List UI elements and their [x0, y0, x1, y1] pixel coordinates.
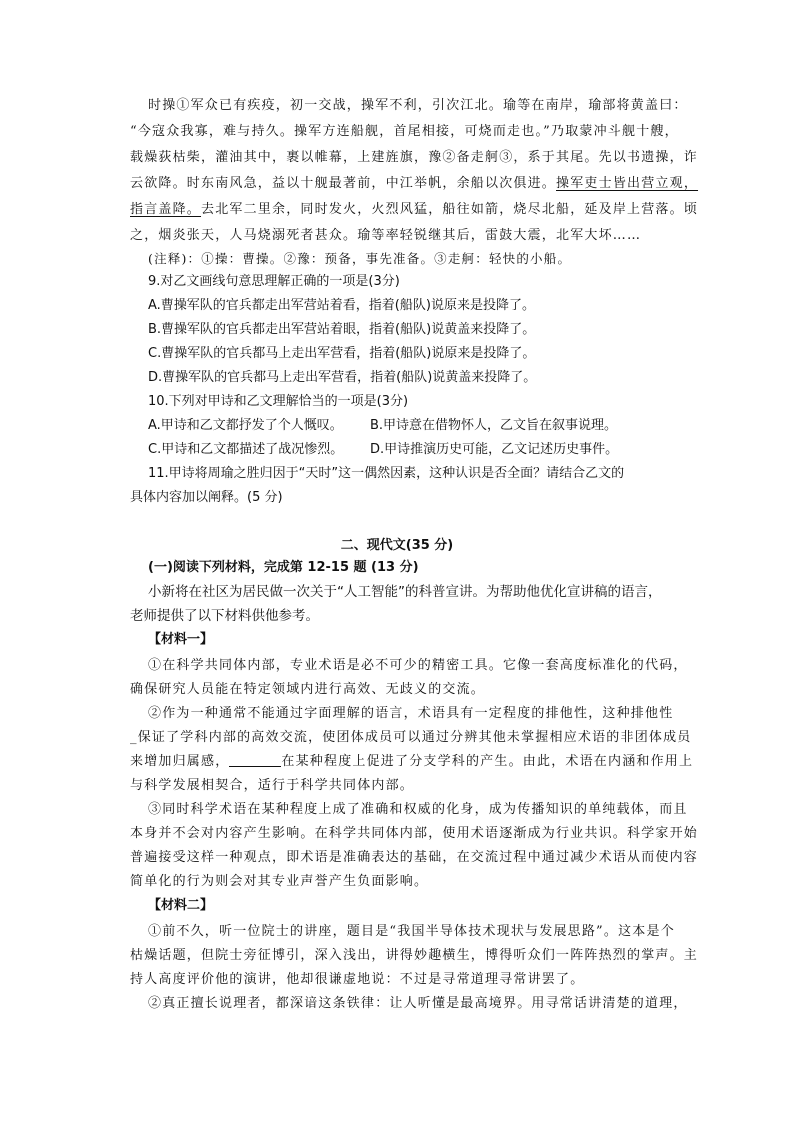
q11-line-2: 具体内容加以阐释。(5 分)	[130, 490, 283, 505]
material-1-p1-line-2: 确保研究人员能在特定领域内进行高效、无歧义的交流。	[130, 682, 486, 697]
section-title: 二、现代文(35 分)	[340, 538, 454, 553]
classical-notes: (注释)：①操：曹操。②豫：预备，事先准备。③走舸：轻快的小船。	[148, 251, 572, 266]
material-1-p2-line-2: _保证了学科内部的高效交流，使团体成员可以通过分辨其他未掌握相应术语的非团体成员	[130, 730, 692, 745]
material-1-p3-line-3: 普遍接受这样一种观点，即术语是准确表达的基础，在交流过程中通过减少术语从而使内容	[130, 850, 699, 865]
intro-line-1: 小新将在社区为居民做一次关于“人工智能”的科普宣讲。为帮助他优化宣讲稿的语言，	[148, 584, 662, 600]
material-2-p2-line-1: ②真正擅长说理者，都深谙这条铁律：让人听懂是最高境界。用寻常话讲清楚的道理，	[148, 996, 688, 1011]
q9-stem: 9.对乙文画线句意思理解正确的一项是(3分)	[148, 274, 400, 289]
material-2-header: 【材料二】	[148, 898, 214, 913]
underlined-sentence-part-1: 操军吏士皆出营立观，	[556, 176, 699, 191]
material-1-p3-line-2: 本身并不会对内容产生影响。在科学共同体内部，使用术语逐渐成为行业共识。科学家开始	[130, 826, 699, 841]
q10-option-c: C.甲诗和乙文都描述了战况惨烈。	[148, 442, 344, 457]
material-1-p2-line-3	[130, 752, 693, 772]
material-1-p2-line-3a: 来增加归属感，	[130, 754, 230, 769]
q9-option-a: A.曹操军队的官兵都走出军营站着看，指着(船队)说原来是投降了。	[148, 298, 535, 313]
material-1-p2-line-3b: 在某种程度上促进了分支学科的产生。由此，术语在内涵和作用上	[281, 754, 694, 769]
q9-option-b: B.曹操军队的官兵都走出军营站着眼，指着(船队)说黄盖来投降了。	[148, 322, 536, 337]
classical-line-1: 时操①军众已有疾疫，初一交战，操军不利，引次江北。瑜等在南岸，瑜部将黄盖曰：	[148, 98, 688, 113]
material-1-p3-line-4: 简单化的行为则会对其专业声誉产生负面影响。	[130, 874, 429, 889]
q11-line-1: 11.甲诗将周瑜之胜归因于“天时”这一偶然因素，这种认识是否全面？请结合乙文的	[148, 466, 625, 481]
material-1-p2-line-4: 与科学发展相契合，适行于科学共同体内部。	[130, 778, 415, 793]
classical-line-3: 载燥荻枯柴，灌油其中，裹以帷幕，上建旌旗，豫②备走舸③，系于其尾。先以书遗操，诈	[130, 150, 699, 165]
q10-option-d: D.甲诗推演历史可能，乙文记述历史事件。	[370, 442, 619, 457]
q9-option-d: D.曹操军队的官兵都马上走出军营看，指着(船队)说黄盖来投降了。	[148, 370, 537, 385]
classical-line-6: 之，烟炎张天，人马烧溺死者甚众。瑜等率轻锐继其后，雷鼓大震，北军大坏……	[130, 228, 642, 243]
classical-line-2: “今寇众我寡，难与持久。操军方连船舰，首尾相接，可烧而走也。”乃取蒙冲斗舰十艘，	[130, 124, 679, 139]
material-2-p1-line-2: 枯燥话题，但院士旁征博引，深入浅出，讲得妙趣横生，博得听众们一阵阵热烈的掌声。主	[130, 948, 699, 963]
classical-line-5	[130, 200, 698, 220]
material-1-header: 【材料一】	[148, 632, 214, 647]
material-1-p3-line-1: ③同时科学术语在某种程度上成了准确和权威的化身，成为传播知识的单纯载体，而且	[148, 802, 688, 817]
q10-stem: 10.下列对甲诗和乙文理解恰当的一项是(3分)	[148, 394, 409, 409]
classical-line-5-text: 去北军二里余，同时发火，火烈风猛，船往如箭，烧尽北船，延及岸上营落。顷	[201, 202, 699, 217]
section-subtitle: (一)阅读下列材料，完成第 12-15 题 (13 分)	[148, 560, 419, 575]
classical-line-4-text: 云欲降。时东南风急，益以十舰最著前，中江举帆，余船以次俱进。	[130, 176, 557, 191]
fill-in-blank	[229, 752, 281, 767]
q10-option-b: B.甲诗意在借物怀人，乙文旨在叙事说理。	[370, 418, 618, 433]
material-1-p1-line-1: ①在科学共同体内部，专业术语是必不可少的精密工具。它像一套高度标准化的代码，	[148, 658, 688, 673]
q10-option-a: A.甲诗和乙文都抒发了个人慨叹。	[148, 418, 343, 433]
underlined-sentence-part-2: 指言盖降。	[130, 202, 202, 217]
q9-option-c: C.曹操军队的官兵都马上走出军营看，指着(船队)说原来是投降了。	[148, 346, 536, 361]
material-2-p1-line-3: 持人高度评价他的演讲，他却很谦虚地说：不过是寻常道理寻常讲罢了。	[130, 972, 585, 987]
material-2-p1-line-1: ①前不久，听一位院士的讲座，题目是“我国半导体技术现状与发展思路”。这本是个	[148, 924, 675, 939]
material-1-p2-line-1: ②作为一种通常不能通过字面理解的语言，术语具有一定程度的排他性，这种排他性	[148, 706, 674, 721]
classical-line-4	[130, 174, 698, 194]
intro-line-2: 老师提供了以下材料供他参考。	[130, 608, 319, 624]
